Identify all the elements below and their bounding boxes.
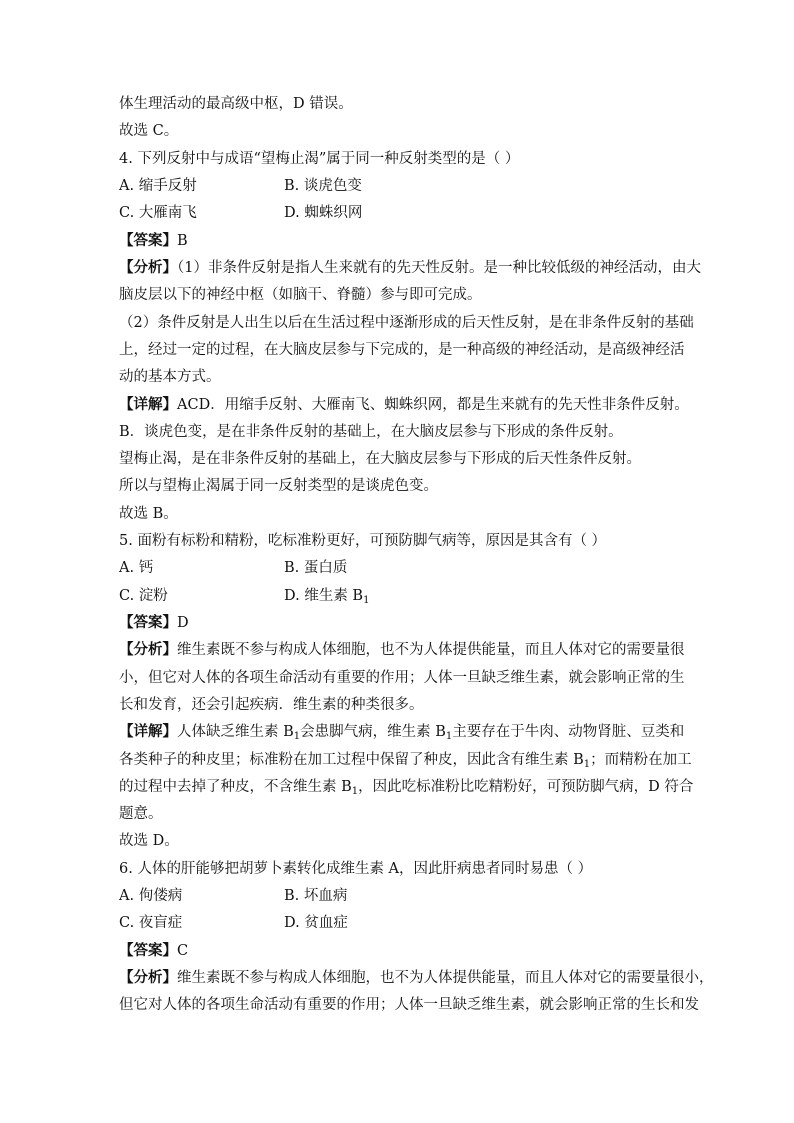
detail-text: 的过程中去掉了种皮，不含维生素 B [119,779,352,795]
text-line: 故选 D。 [119,833,179,849]
q4-analysis [119,258,701,278]
analysis-label: 【分析】 [119,969,177,986]
q6-option-d: D. 贫血症 [284,915,348,931]
text-line: 望梅止渴，是在非条件反射的基础上，在大脑皮层参与下形成的后天性条件反射。 [119,451,641,467]
q5-detail [119,722,684,742]
detail-label: 【详解】 [119,396,177,413]
q5-option-a: A. 钙 [119,560,154,576]
answer-value: D [177,615,189,631]
answer-label: 【答案】 [119,232,177,249]
analysis-text: （1）非条件反射是指人生来就有的先天性反射。是一种比较低级的神经活动，由大 [177,260,701,276]
text-line: 动的基本方式。 [119,369,221,385]
detail-text: 主要存在于牛肉、动物肾脏、豆类和 [452,724,685,740]
text-line: 题意。 [119,806,163,822]
subscript: 1 [293,731,301,742]
text-line [119,750,692,770]
q6-option-b: B. 坏血病 [284,888,348,904]
subscript: 1 [363,595,370,606]
q5-option-d [284,586,369,606]
question-6-stem: 6. 人体的肝能够把胡萝卜素转化成维生素 A，因此肝病患者同时易患（ ） [119,861,593,877]
analysis-label: 【分析】 [119,641,177,658]
subscript: 1 [583,759,591,770]
text-line: 故选 C。 [119,123,179,139]
text-line: 脑皮层以下的神经中枢（如脑干、脊髓）参与即可完成。 [119,287,482,303]
text-line: 故选 B。 [119,506,178,522]
answer-label: 【答案】 [119,614,177,631]
detail-text: ；而精粉在加工 [590,752,692,768]
text-line: 长和发育，还会引起疾病．维生素的种类很多。 [119,697,424,713]
q4-option-d: D. 蜘蛛织网 [284,205,363,221]
detail-label: 【详解】 [119,723,177,740]
q5-answer [119,613,189,633]
answer-value: B [177,233,188,249]
q5-analysis [119,640,685,660]
text-line [119,777,693,797]
answer-value: C [177,943,189,959]
q6-analysis [119,968,714,988]
subscript: 1 [351,786,359,797]
q4-answer [119,231,188,251]
question-5-stem: 5. 面粉有标粉和精粉，吃标准粉更好，可预防脚气病等，原因是其含有（ ） [119,533,607,549]
text-line: 但它对人体的各项生命活动有重要的作用；人体一旦缺乏维生素，就会影响正常的生长和发 [119,997,699,1013]
text-line: 体生理活动的最高级中枢，D 错误。 [119,96,353,112]
analysis-text: 维生素既不参与构成人体细胞，也不为人体提供能量，而且人体对它的需要量很小， [177,970,714,986]
question-4-stem: 4. 下列反射中与成语“望梅止渴”属于同一种反射类型的是（ ） [119,151,520,167]
q5-option-b: B. 蛋白质 [284,560,348,576]
q6-option-c: C. 夜盲症 [119,915,183,931]
q4-option-c: C. 大雁南飞 [119,205,197,221]
detail-text: 人体缺乏维生素 B [177,724,294,740]
q6-option-a: A. 佝偻病 [119,888,183,904]
detail-text: 各类种子的种皮里；标准粉在加工过程中保留了种皮，因此含有维生素 B [119,752,584,768]
q6-answer [119,941,188,961]
q5-option-c: C. 淀粉 [119,588,168,604]
analysis-text: 维生素既不参与构成人体细胞，也不为人体提供能量，而且人体对它的需要量很 [177,642,685,658]
analysis-label: 【分析】 [119,259,177,276]
text-line: B．谈虎色变，是在非条件反射的基础上，在大脑皮层参与下形成的条件反射。 [119,424,623,440]
text-line: 所以与望梅止渴属于同一反射类型的是谈虎色变。 [119,478,438,494]
answer-label: 【答案】 [119,942,177,959]
detail-text: 会患脚气病，维生素 B [300,724,446,740]
text-line: 小，但它对人体的各项生命活动有重要的作用；人体一旦缺乏维生素，就会影响正常的生 [119,670,685,686]
detail-text: ACD．用缩手反射、大雁南飞、蜘蛛织网，都是生来就有的先天性非条件反射。 [177,397,689,413]
q4-option-b: B. 谈虎色变 [284,178,362,194]
q4-detail [119,395,689,415]
text-line: 上，经过一定的过程，在大脑皮层参与下完成的，是一种高级的神经活动，是高级神经活 [119,342,685,358]
option-text: D. 维生素 B [284,588,364,604]
text-line: （2）条件反射是人出生以后在生活过程中逐渐形成的后天性反射，是在非条件反射的基础 [119,315,694,331]
q4-option-a: A. 缩手反射 [119,178,197,194]
subscript: 1 [445,731,453,742]
detail-text: ，因此吃标准粉比吃精粉好，可预防脚气病，D 符合 [358,779,694,795]
